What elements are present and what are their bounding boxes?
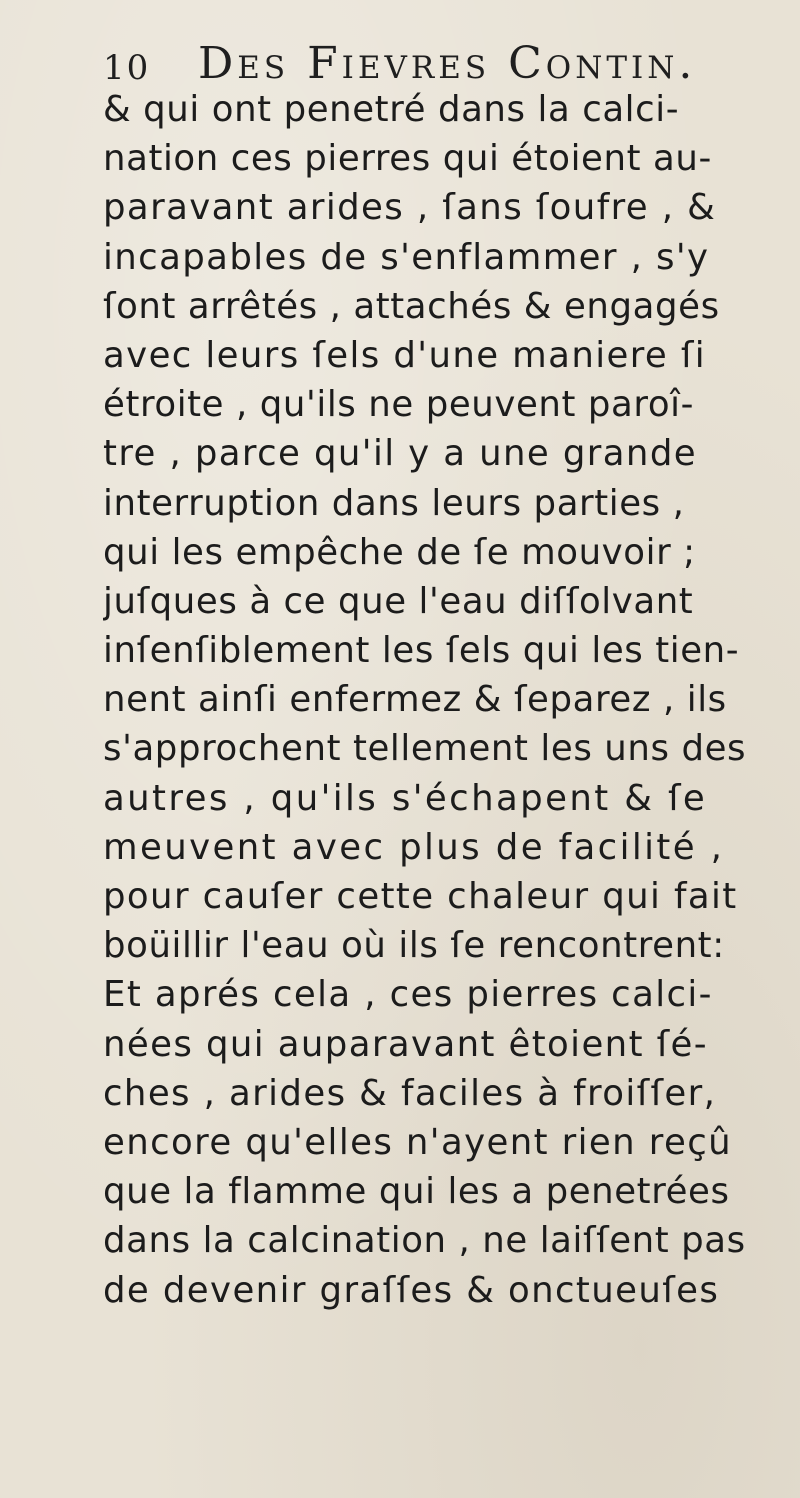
text-line: & qui ont penetré dans la calci- — [103, 89, 680, 130]
text-line: meuvent avec plus de facilité , — [103, 826, 725, 868]
text-line: incapables de s'enflammer , s'y — [103, 236, 710, 278]
text-line: juſques à ce que l'eau diſſolvant — [103, 580, 694, 622]
text-line: paravant arides , ſans ſoufre , & — [103, 187, 717, 229]
text-line: boüillir l'eau où ils ſe rencontrent: — [103, 925, 725, 967]
text-line: autres , qu'ils s'échapent & ſe — [103, 777, 708, 819]
text-line: Et aprés cela , ces pierres calci- — [103, 974, 713, 1016]
text-line: interruption dans leurs parties , — [103, 482, 685, 524]
text-line: s'approchent tellement les uns des — [103, 728, 747, 770]
text-line: nation ces pierres qui étoient au- — [103, 138, 712, 180]
text-line: étroite , qu'ils ne peuvent paroî- — [103, 384, 695, 426]
text-line: inſenſiblement les ſels qui les tien- — [103, 630, 740, 672]
text-line: dans la calcination , ne laiſſent pas — [103, 1220, 746, 1262]
text-line: encore qu'elles n'ayent rien reçû — [103, 1121, 733, 1163]
text-line: nent ainſi enfermez & ſeparez , ils — [103, 679, 727, 721]
text-line: que la flamme qui les a penetrées — [103, 1171, 730, 1213]
running-title: Des Fievres Contin. — [198, 38, 697, 89]
text-line: de devenir graſſes & onctueuſes — [103, 1269, 720, 1311]
body-text — [103, 85, 793, 1315]
page-number: 10 — [103, 48, 151, 88]
text-line: tre , parce qu'il y a une grande — [103, 433, 697, 475]
text-line: qui les empêche de ſe mouvoir ; — [103, 531, 696, 573]
text-line: nées qui auparavant êtoient ſé- — [103, 1023, 708, 1065]
text-line: ſont arrêtés , attachés & engagés — [103, 285, 720, 327]
text-line: ches , arides & faciles à froiſſer, — [103, 1072, 717, 1114]
text-line: pour cauſer cette chaleur qui fait — [103, 876, 738, 917]
text-line: avec leurs ſels d'une maniere ſi — [103, 334, 707, 376]
